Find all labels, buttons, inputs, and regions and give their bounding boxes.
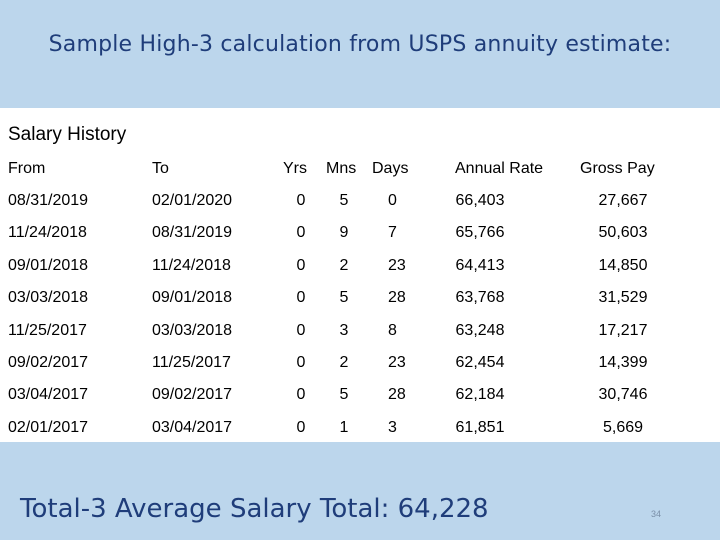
- table-row: [0, 386, 720, 410]
- cell-days: 0: [388, 192, 397, 209]
- cell-mns: 5: [339, 386, 349, 404]
- cell-to: 03/03/2018: [152, 321, 233, 339]
- table-row: [0, 224, 720, 248]
- cell-mns: 2: [339, 256, 349, 274]
- cell-annual-rate: 65,766: [455, 224, 505, 242]
- cell-days: 23: [388, 256, 406, 274]
- cell-to: 09/01/2018: [152, 289, 233, 307]
- cell-yrs: 0: [296, 289, 306, 307]
- cell-from: 11/24/2018: [8, 224, 87, 242]
- cell-gross-pay: 30,746: [598, 386, 648, 404]
- header-annual-rate: Annual Rate: [455, 160, 544, 177]
- header-yrs: Yrs: [283, 160, 307, 177]
- cell-mns: 5: [339, 289, 349, 307]
- cell-yrs: 0: [296, 354, 306, 371]
- cell-to: 09/02/2017: [152, 386, 233, 404]
- cell-gross-pay: 31,529: [598, 289, 648, 307]
- cell-mns: 2: [339, 354, 349, 371]
- cell-from: 09/02/2017: [8, 354, 89, 371]
- cell-annual-rate: 66,403: [455, 192, 505, 209]
- cell-gross-pay: 14,399: [598, 354, 648, 371]
- header-gross-pay: Gross Pay: [580, 160, 655, 177]
- cell-days: 7: [388, 224, 397, 242]
- cell-days: 23: [388, 354, 406, 371]
- cell-to: 03/04/2017: [152, 418, 233, 436]
- cell-yrs: 0: [296, 386, 306, 404]
- slide-title: Sample High-3 calculation from USPS annuity estimate:: [48, 32, 672, 57]
- table-row: [0, 192, 720, 216]
- table-header: [0, 160, 720, 184]
- cell-annual-rate: 64,413: [455, 256, 505, 274]
- cell-days: 28: [388, 386, 406, 404]
- cell-yrs: 0: [296, 256, 306, 274]
- table-row: [0, 322, 720, 346]
- header-mns: Mns: [326, 160, 357, 177]
- cell-yrs: 0: [296, 321, 306, 339]
- table-row: [0, 257, 720, 281]
- cell-to: 08/31/2019: [152, 224, 233, 242]
- cell-yrs: 0: [296, 224, 306, 242]
- cell-to: 11/24/2018: [152, 256, 231, 274]
- salary-history-panel: [0, 108, 720, 442]
- total-average-salary: Total-3 Average Salary Total: 64,228: [20, 494, 489, 524]
- cell-from: 03/04/2017: [8, 386, 89, 404]
- cell-days: 8: [388, 321, 397, 339]
- cell-mns: 9: [339, 224, 349, 242]
- cell-annual-rate: 61,851: [455, 418, 505, 436]
- cell-yrs: 0: [296, 192, 306, 209]
- cell-gross-pay: 50,603: [598, 224, 648, 242]
- cell-gross-pay: 17,217: [598, 321, 648, 339]
- cell-from: 08/31/2019: [8, 192, 89, 209]
- cell-days: 28: [388, 289, 406, 307]
- cell-from: 11/25/2017: [8, 321, 87, 339]
- cell-annual-rate: 62,454: [455, 354, 505, 371]
- header-days: Days: [372, 160, 409, 177]
- table-row: [0, 419, 720, 443]
- cell-from: 03/03/2018: [8, 289, 89, 307]
- cell-days: 3: [388, 418, 397, 436]
- cell-mns: 5: [339, 192, 349, 209]
- salary-history-label: Salary History: [8, 124, 127, 145]
- table-row: [0, 289, 720, 313]
- table-row: [0, 354, 720, 378]
- cell-to: 02/01/2020: [152, 192, 233, 209]
- cell-mns: 3: [339, 321, 349, 339]
- header-to: To: [152, 160, 169, 177]
- header-from: From: [8, 160, 46, 177]
- cell-mns: 1: [339, 418, 349, 436]
- cell-annual-rate: 63,248: [455, 321, 505, 339]
- cell-annual-rate: 62,184: [455, 386, 505, 404]
- cell-from: 09/01/2018: [8, 256, 89, 274]
- cell-gross-pay: 5,669: [602, 418, 644, 436]
- cell-gross-pay: 27,667: [598, 192, 648, 209]
- cell-yrs: 0: [296, 418, 306, 436]
- cell-to: 11/25/2017: [152, 354, 231, 371]
- page-number: 34: [651, 509, 662, 519]
- cell-from: 02/01/2017: [8, 418, 89, 436]
- cell-gross-pay: 14,850: [598, 256, 648, 274]
- cell-annual-rate: 63,768: [455, 289, 505, 307]
